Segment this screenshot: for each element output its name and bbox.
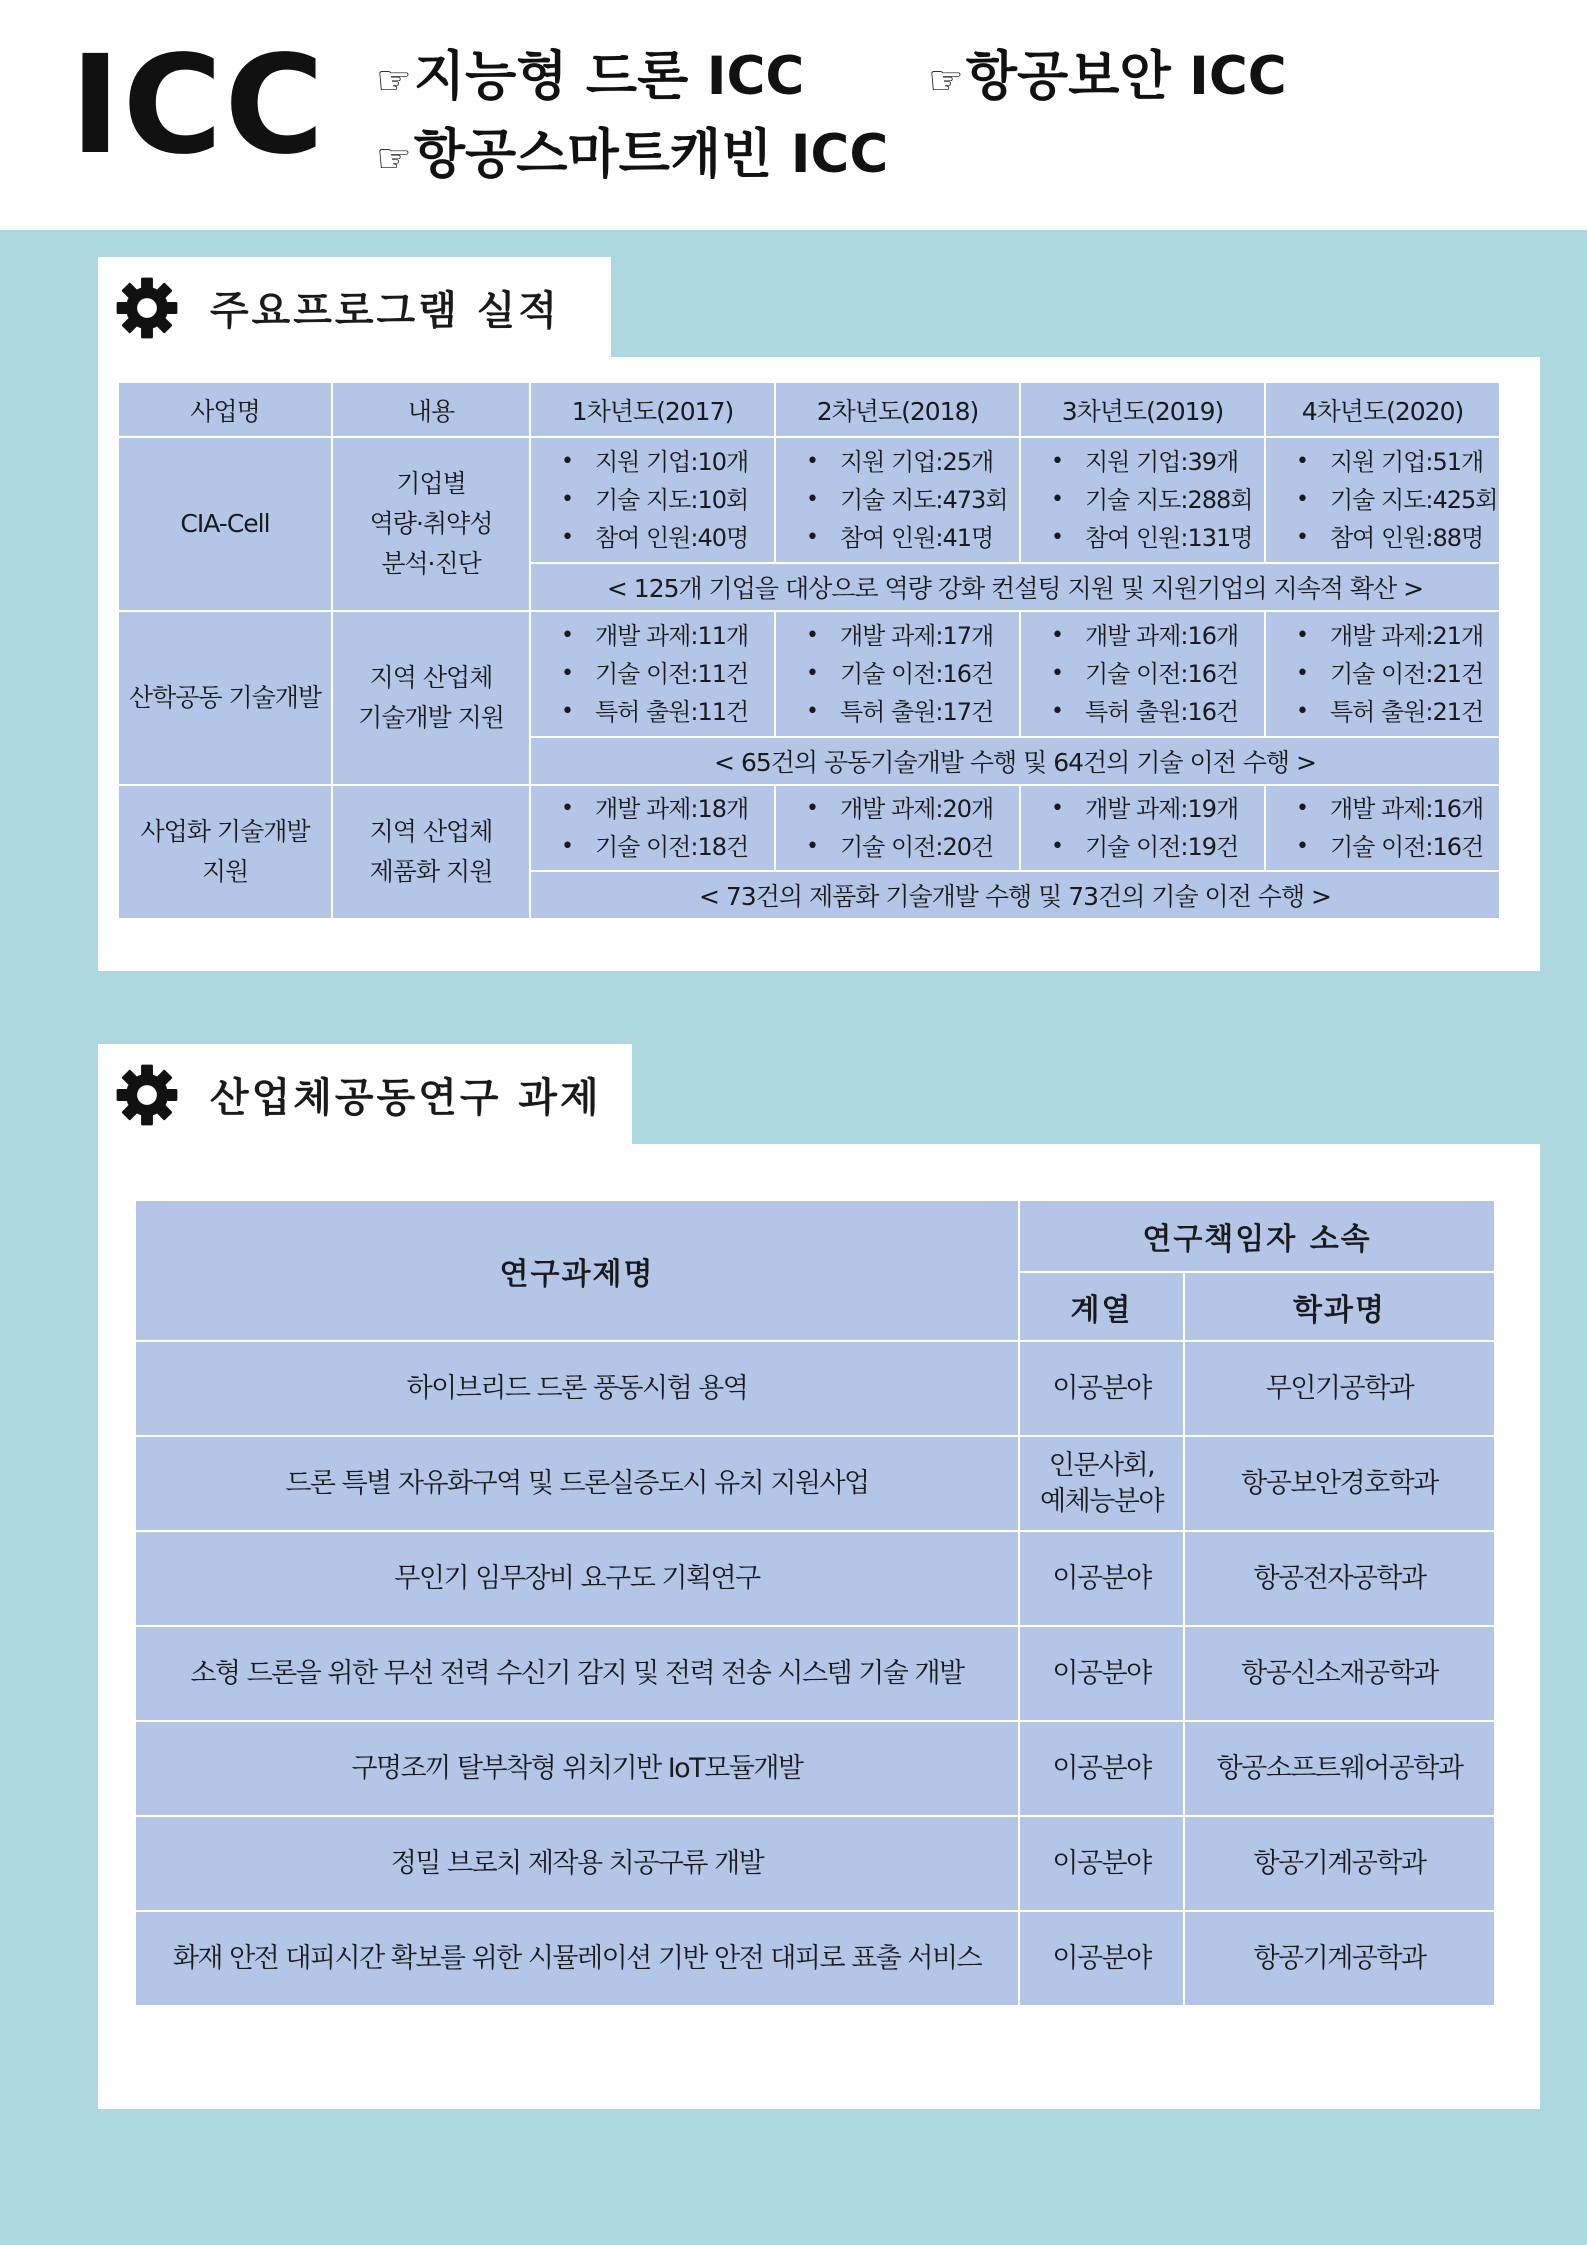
table-row [135, 1816, 1495, 1911]
year-cell [1265, 437, 1500, 563]
program-content: 지역 산업체 제품화 지원 [332, 785, 530, 919]
list-item: • 개발 과제:18개 [561, 790, 774, 828]
year-cell [775, 611, 1020, 737]
list-item: • 기술 이전:11건 [561, 655, 774, 693]
list-item: • 개발 과제:17개 [806, 617, 1019, 655]
year-cell [775, 437, 1020, 563]
research-section-title: 산업체공동연구 과제 [210, 1075, 602, 1121]
research-title: 무인기 임무장비 요구도 기획연구 [135, 1531, 1019, 1626]
gear-icon [114, 1062, 180, 1128]
research-field: 인문사회, 예체능분야 [1019, 1436, 1184, 1531]
research-field: 이공분야 [1019, 1341, 1184, 1436]
pointing-hand-icon: ☞ [928, 58, 964, 104]
list-item: • 개발 과제:16개 [1296, 790, 1499, 828]
program-content: 기업별 역량·취약성 분석·진단 [332, 437, 530, 611]
list-item: • 기술 지도:288회 [1051, 481, 1264, 519]
pointing-hand-icon: ☞ [376, 136, 412, 182]
col-header-dept: 학과명 [1184, 1272, 1495, 1341]
research-dept: 항공신소재공학과 [1184, 1626, 1495, 1721]
table-row [135, 1531, 1495, 1626]
research-header-row [135, 1200, 1495, 1272]
program-name: CIA-Cell [118, 437, 332, 611]
col-header-year4: 4차년도(2020) [1265, 382, 1500, 437]
year-cell [775, 785, 1020, 871]
research-field: 이공분야 [1019, 1721, 1184, 1816]
research-dept: 항공전자공학과 [1184, 1531, 1495, 1626]
col-header-year3: 3차년도(2019) [1020, 382, 1265, 437]
research-dept: 무인기공학과 [1184, 1341, 1495, 1436]
list-item: • 지원 기업:25개 [806, 443, 1019, 481]
list-item: • 특허 출원:21건 [1296, 693, 1499, 731]
research-field: 이공분야 [1019, 1531, 1184, 1626]
program-summary: < 125개 기업을 대상으로 역량 강화 컨설팅 지원 및 지원기업의 지속적 확산 > [530, 563, 1500, 611]
icc-logo: ICC [70, 27, 327, 185]
year-cell [1265, 611, 1500, 737]
table-row [135, 1911, 1495, 2006]
list-item: • 지원 기업:10개 [561, 443, 774, 481]
research-field: 이공분야 [1019, 1911, 1184, 2006]
list-item: • 기술 지도:425회 [1296, 481, 1499, 519]
program-summary: < 65건의 공동기술개발 수행 및 64건의 기술 이전 수행 > [530, 737, 1500, 785]
research-title: 소형 드론을 위한 무선 전력 수신기 감지 및 전력 전송 시스템 기술 개발 [135, 1626, 1019, 1721]
col-header-affiliation: 연구책임자 소속 [1019, 1200, 1495, 1272]
research-dept: 항공기계공학과 [1184, 1816, 1495, 1911]
table-row [118, 611, 1500, 737]
table-row [135, 1436, 1495, 1531]
list-item: • 특허 출원:16건 [1051, 693, 1264, 731]
programs-header-row [118, 382, 1500, 437]
table-row [135, 1341, 1495, 1436]
table-row [118, 437, 1500, 563]
list-item: • 개발 과제:20개 [806, 790, 1019, 828]
research-title: 드론 특별 자유화구역 및 드론실증도시 유치 지원사업 [135, 1436, 1019, 1531]
programs-section-title: 주요프로그램 실적 [210, 288, 561, 334]
research-field: 이공분야 [1019, 1816, 1184, 1911]
list-item: • 개발 과제:21개 [1296, 617, 1499, 655]
table-row [135, 1721, 1495, 1816]
list-item: • 개발 과제:11개 [561, 617, 774, 655]
list-item: • 참여 인원:41명 [806, 519, 1019, 557]
col-header-content: 내용 [332, 382, 530, 437]
list-item: • 기술 지도:10회 [561, 481, 774, 519]
program-content: 지역 산업체 기술개발 지원 [332, 611, 530, 785]
list-item: • 기술 이전:19건 [1051, 828, 1264, 866]
list-item: • 기술 이전:16건 [1296, 828, 1499, 866]
research-title: 화재 안전 대피시간 확보를 위한 시뮬레이션 기반 안전 대피로 표출 서비스 [135, 1911, 1019, 2006]
research-title: 하이브리드 드론 풍동시험 용역 [135, 1341, 1019, 1436]
programs-table [117, 381, 1501, 920]
program-name: 산학공동 기술개발 [118, 611, 332, 785]
list-item: • 기술 이전:20건 [806, 828, 1019, 866]
research-table [134, 1199, 1496, 2007]
year-cell [530, 611, 775, 737]
list-item: • 기술 지도:473회 [806, 481, 1019, 519]
year-cell [1265, 785, 1500, 871]
year-cell [530, 785, 775, 871]
col-header-year1: 1차년도(2017) [530, 382, 775, 437]
research-dept: 항공소프트웨어공학과 [1184, 1721, 1495, 1816]
list-item: • 기술 이전:21건 [1296, 655, 1499, 693]
header-item-drone: ☞지능형 드론 ICC [376, 46, 805, 107]
col-header-name: 사업명 [118, 382, 332, 437]
list-item: • 참여 인원:88명 [1296, 519, 1499, 557]
table-row [135, 1626, 1495, 1721]
list-item: • 기술 이전:18건 [561, 828, 774, 866]
list-item: • 기술 이전:16건 [806, 655, 1019, 693]
pointing-hand-icon: ☞ [376, 58, 412, 104]
gear-icon [114, 275, 180, 341]
year-cell [1020, 785, 1265, 871]
header-item-smart-cabin: ☞항공스마트캐빈 ICC [376, 124, 889, 185]
list-item: • 지원 기업:39개 [1051, 443, 1264, 481]
program-name: 사업화 기술개발 지원 [118, 785, 332, 919]
research-field: 이공분야 [1019, 1626, 1184, 1721]
research-section-tab [98, 1044, 632, 1145]
list-item: • 특허 출원:11건 [561, 693, 774, 731]
research-dept: 항공보안경호학과 [1184, 1436, 1495, 1531]
year-cell [1020, 437, 1265, 563]
col-header-title: 연구과제명 [135, 1200, 1019, 1341]
year-cell [1020, 611, 1265, 737]
program-summary: < 73건의 제품화 기술개발 수행 및 73건의 기술 이전 수행 > [530, 871, 1500, 919]
col-header-field: 계열 [1019, 1272, 1184, 1341]
col-header-year2: 2차년도(2018) [775, 382, 1020, 437]
page-header [0, 0, 1587, 230]
list-item: • 참여 인원:131명 [1051, 519, 1264, 557]
list-item: • 참여 인원:40명 [561, 519, 774, 557]
research-title: 정밀 브로치 제작용 치공구류 개발 [135, 1816, 1019, 1911]
research-title: 구명조끼 탈부착형 위치기반 IoT모듈개발 [135, 1721, 1019, 1816]
year-cell [530, 437, 775, 563]
list-item: • 특허 출원:17건 [806, 693, 1019, 731]
list-item: • 기술 이전:16건 [1051, 655, 1264, 693]
programs-section-tab [98, 257, 611, 358]
list-item: • 개발 과제:19개 [1051, 790, 1264, 828]
list-item: • 지원 기업:51개 [1296, 443, 1499, 481]
header-item-security: ☞항공보안 ICC [928, 46, 1287, 107]
list-item: • 개발 과제:16개 [1051, 617, 1264, 655]
research-dept: 항공기계공학과 [1184, 1911, 1495, 2006]
table-row [118, 785, 1500, 871]
